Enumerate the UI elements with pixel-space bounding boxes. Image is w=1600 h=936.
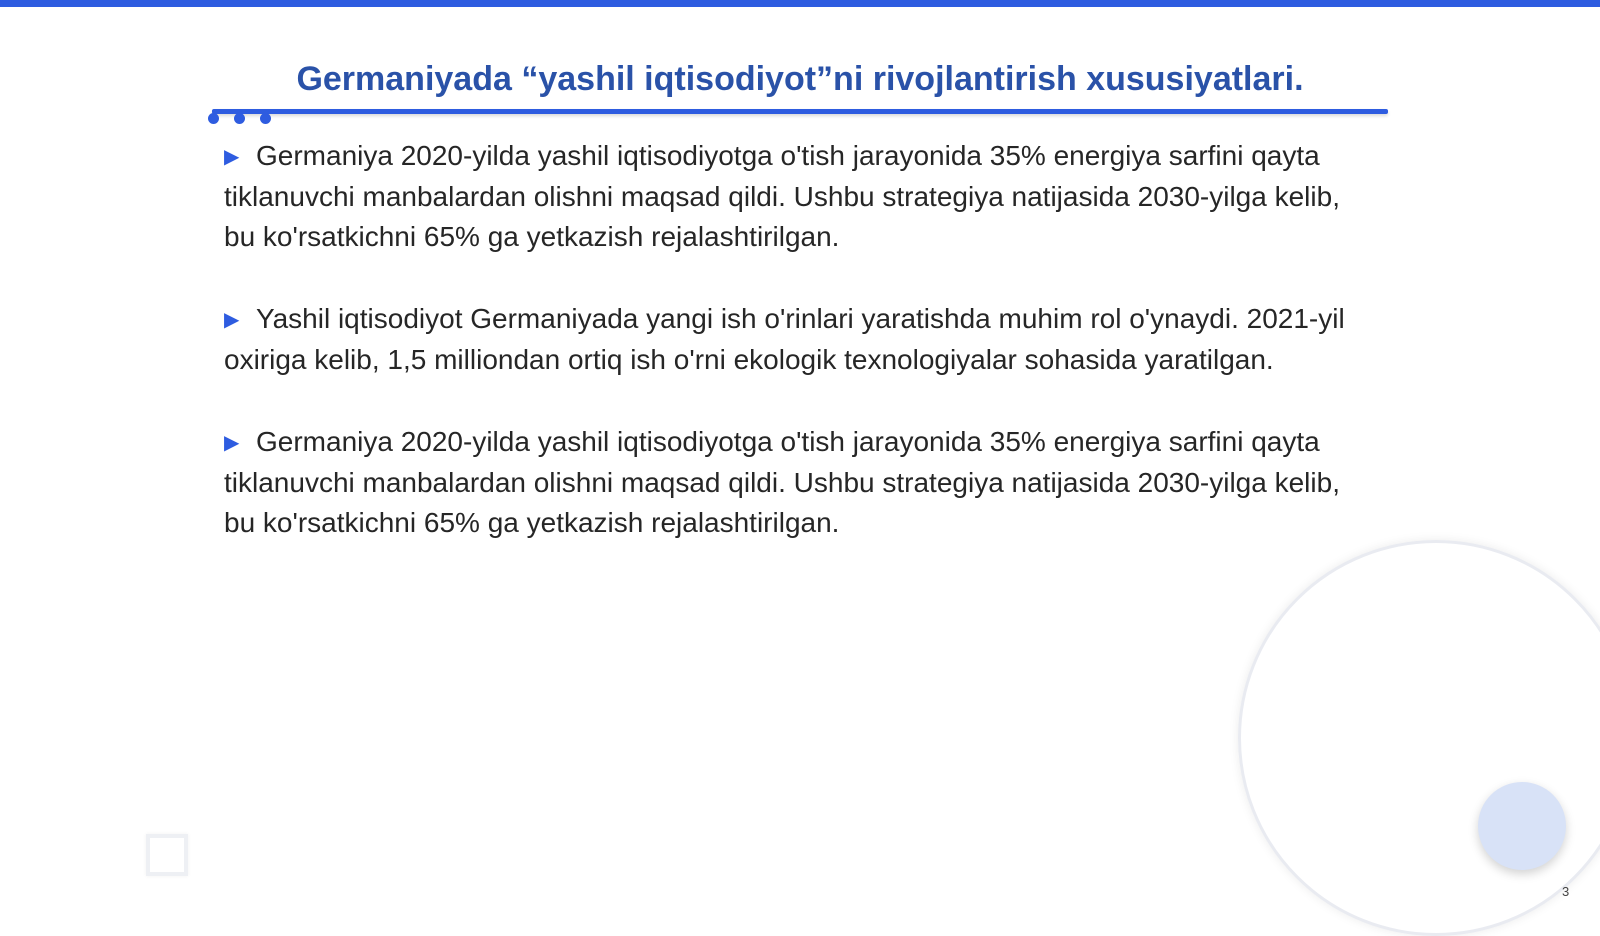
triangle-right-icon: ▶: [224, 309, 240, 331]
underline-dot: [260, 113, 271, 124]
bullet-text: Germaniya 2020-yilda yashil iqtisodiyotga o'tish jarayonida 35% energiya sarfini qayta tiklanuvchi manbalardan olishni maqsad qildi. Ushbu strategiya natijasida 2030-yilga kelib, bu ko'rsatkichni 65% ga yetkazish rejalashtirilgan.: [224, 140, 1340, 252]
top-accent-bar: [0, 0, 1600, 7]
triangle-right-icon: ▶: [224, 432, 240, 454]
slide-title: Germaniyada “yashil iqtisodiyot”ni rivojlantirish xususiyatlari.: [296, 60, 1304, 98]
decorative-circle-filled: [1478, 782, 1566, 870]
page-number: 3: [1562, 884, 1570, 899]
bullet-text: Germaniya 2020-yilda yashil iqtisodiyotga o'tish jarayonida 35% energiya sarfini qayta tiklanuvchi manbalardan olishni maqsad qildi. Ushbu strategiya natijasida 2030-yilga kelib, bu ko'rsatkichni 65% ga yetkazish rejalashtirilgan.: [224, 426, 1340, 538]
triangle-right-icon: ▶: [224, 146, 240, 168]
decorative-circle-outline: [1238, 540, 1600, 936]
bullet-item: [224, 299, 1364, 380]
bullet-text: Yashil iqtisodiyot Germaniyada yangi ish o'rinlari yaratishda muhim rol o'ynaydi. 2021-yil oxiriga kelib, 1,5 milliondan ortiq ish o'rni ekologik texnologiyalar sohasida yaratilgan.: [224, 303, 1345, 375]
underline-dot: [208, 113, 219, 124]
underline-dot: [234, 113, 245, 124]
bullet-item: [224, 422, 1364, 543]
title-underline: [212, 109, 1388, 114]
bullet-item: [224, 136, 1364, 257]
bullet-list: [224, 136, 1364, 585]
decorative-square: [146, 834, 188, 876]
